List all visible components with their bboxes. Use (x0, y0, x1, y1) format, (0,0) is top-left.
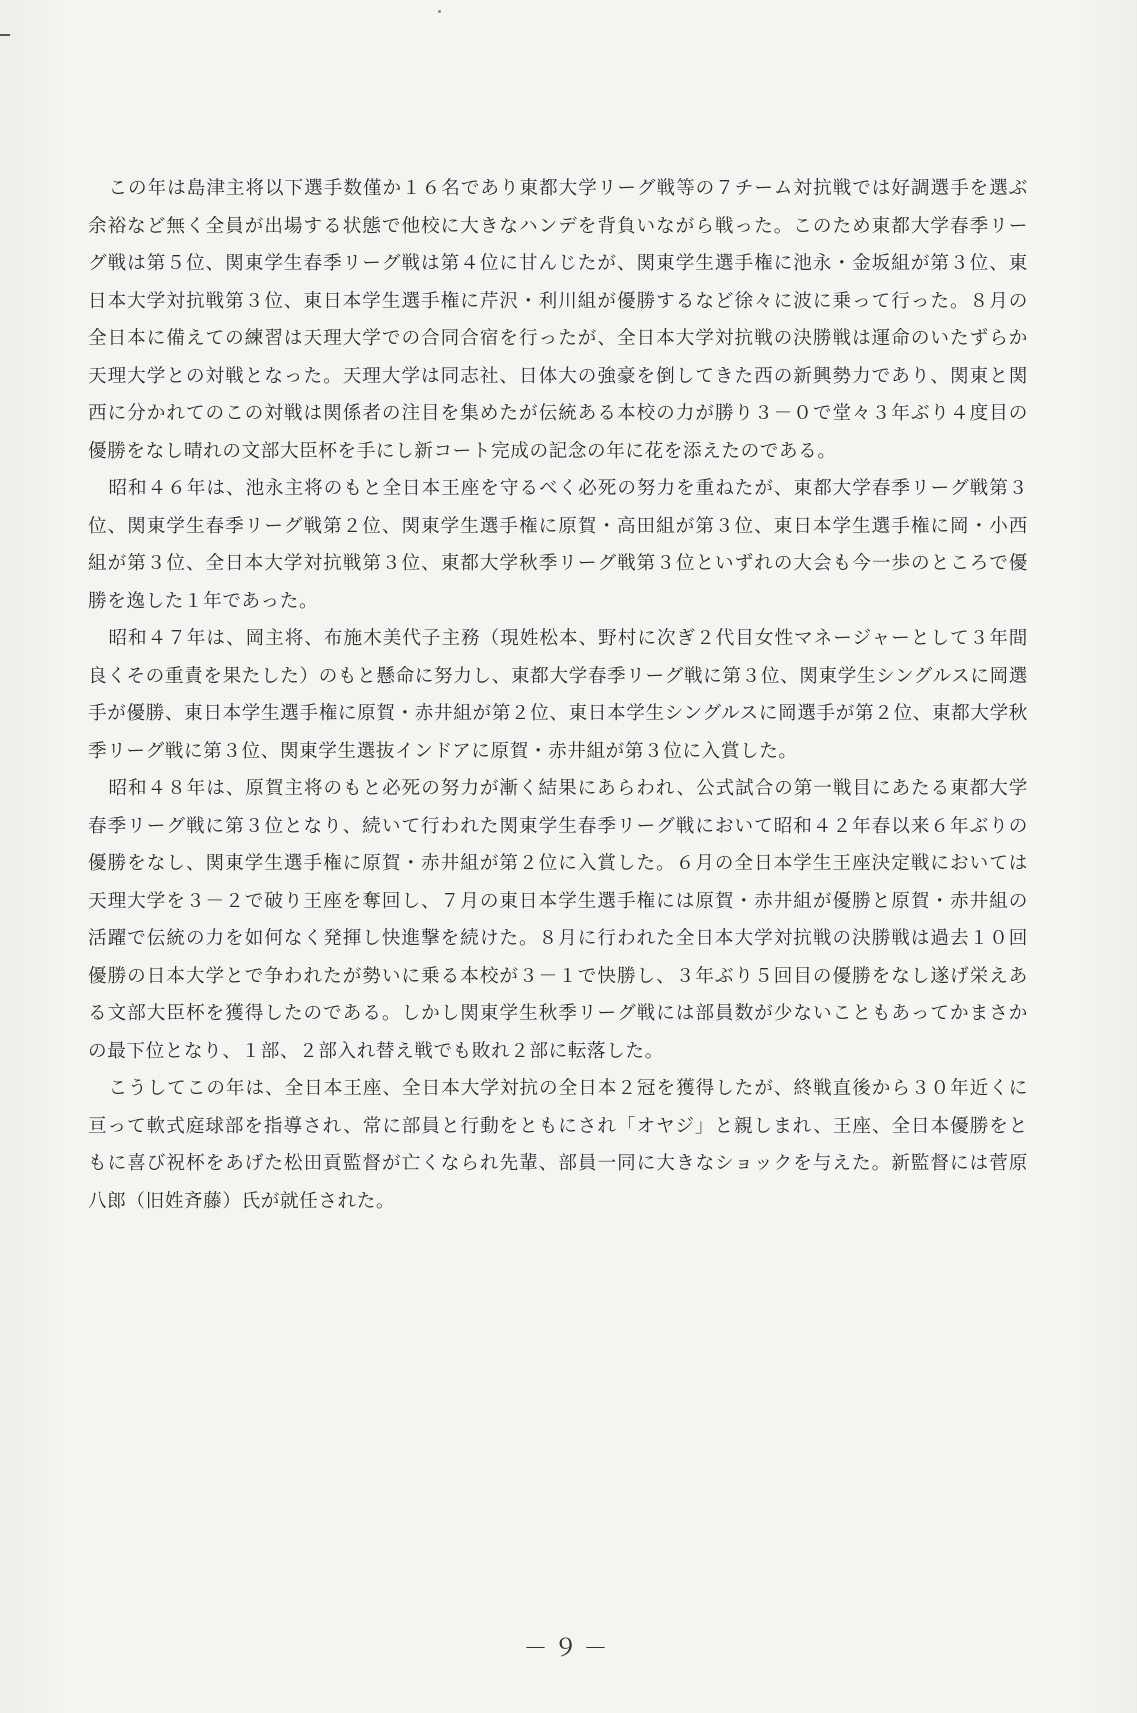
paragraph-2: 昭和４６年は、池永主将のもと全日本王座を守るべく必死の努力を重ねたが、東都大学春季リーグ戦第３位、関東学生春季リーグ戦第２位、関東学生選手権に原賀・高田組が第３位、東日本学生選手権に岡・小西組が第３位、全日本大学対抗戦第３位、東都大学秋季リーグ戦第３位といずれの大会も今一歩のところで優勝を逸した１年であった。 (88, 478, 1028, 612)
page-number: －９－ (523, 1634, 614, 1662)
paragraph-4: 昭和４８年は、原賀主将のもと必死の努力が漸く結果にあらわれ、公式試合の第一戦目にあたる東都大学春季リーグ戦に第３位となり、続いて行われた関東学生春季リーグ戦において昭和４２年春以来６年ぶりの優勝をなし、関東学生選手権に原賀・赤井組が第２位に入賞した。６月の全日本学生王座決定戦においては天理大学を３－２で破り王座を奪回し、７月の東日本学生選手権には原賀・赤井組が優勝と原賀・赤井組の活躍で伝統の力を如何なく発揮し快進撃を続けた。８月に行われた全日本大学対抗戦の決勝戦は過去１０回優勝の日本大学とで争われたが勢いに乗る本校が３－１で快勝し、３年ぶり５回目の優勝をなし遂げ栄えある文部大臣杯を獲得したのである。しかし関東学生秋季リーグ戦には部員数が少ないこともあってかまさかの最下位となり、１部、２部入れ替え戦でも敗れ２部に転落した。 (88, 778, 1028, 1062)
body-text (88, 170, 1028, 1220)
paragraph-3: 昭和４７年は、岡主将、布施木美代子主務（現姓松本、野村に次ぎ２代目女性マネージャーとして３年間良くその重責を果たした）のもと懸命に努力し、東都大学春季リーグ戦に第３位、関東学生シングルスに岡選手が優勝、東日本学生選手権に原賀・赤井組が第２位、東日本学生シングルスに岡選手が第２位、東都大学秋季リーグ戦に第３位、関東学生選抜インドアに原賀・赤井組が第３位に入賞した。 (88, 628, 1028, 762)
margin-mark (0, 34, 10, 36)
paragraph-1: この年は島津主将以下選手数僅か１６名であり東都大学リーグ戦等の７チーム対抗戦では好調選手を選ぶ余裕など無く全員が出場する状態で他校に大きなハンデを背負いながら戦った。このため東都大学春季リーグ戦は第５位、関東学生春季リーグ戦は第４位に甘んじたが、関東学生選手権に池永・金坂組が第３位、東日本大学対抗戦第３位、東日本学生選手権に芹沢・利川組が優勝するなど徐々に波に乗って行った。８月の全日本に備えての練習は天理大学での合同合宿を行ったが、全日本大学対抗戦の決勝戦は運命のいたずらか天理大学との対戦となった。天理大学は同志社、日体大の強豪を倒してきた西の新興勢力であり、関東と関西に分かれてのこの対戦は関係者の注目を集めたが伝統ある本校の力が勝り３－０で堂々３年ぶり４度目の優勝をなし晴れの文部大臣杯を手にし新コート完成の記念の年に花を添えたのである。 (88, 178, 1028, 462)
paragraph-5: こうしてこの年は、全日本王座、全日本大学対抗の全日本２冠を獲得したが、終戦直後から３０年近くに亘って軟式庭球部を指導され、常に部員と行動をともにされ「オヤジ」と親しまれ、王座、全日本優勝をともに喜び祝杯をあげた松田貢監督が亡くなられ先輩、部員一同に大きなショックを与えた。新監督には菅原八郎（旧姓斉藤）氏が就任された。 (88, 1078, 1028, 1212)
paper-speck (438, 10, 441, 13)
